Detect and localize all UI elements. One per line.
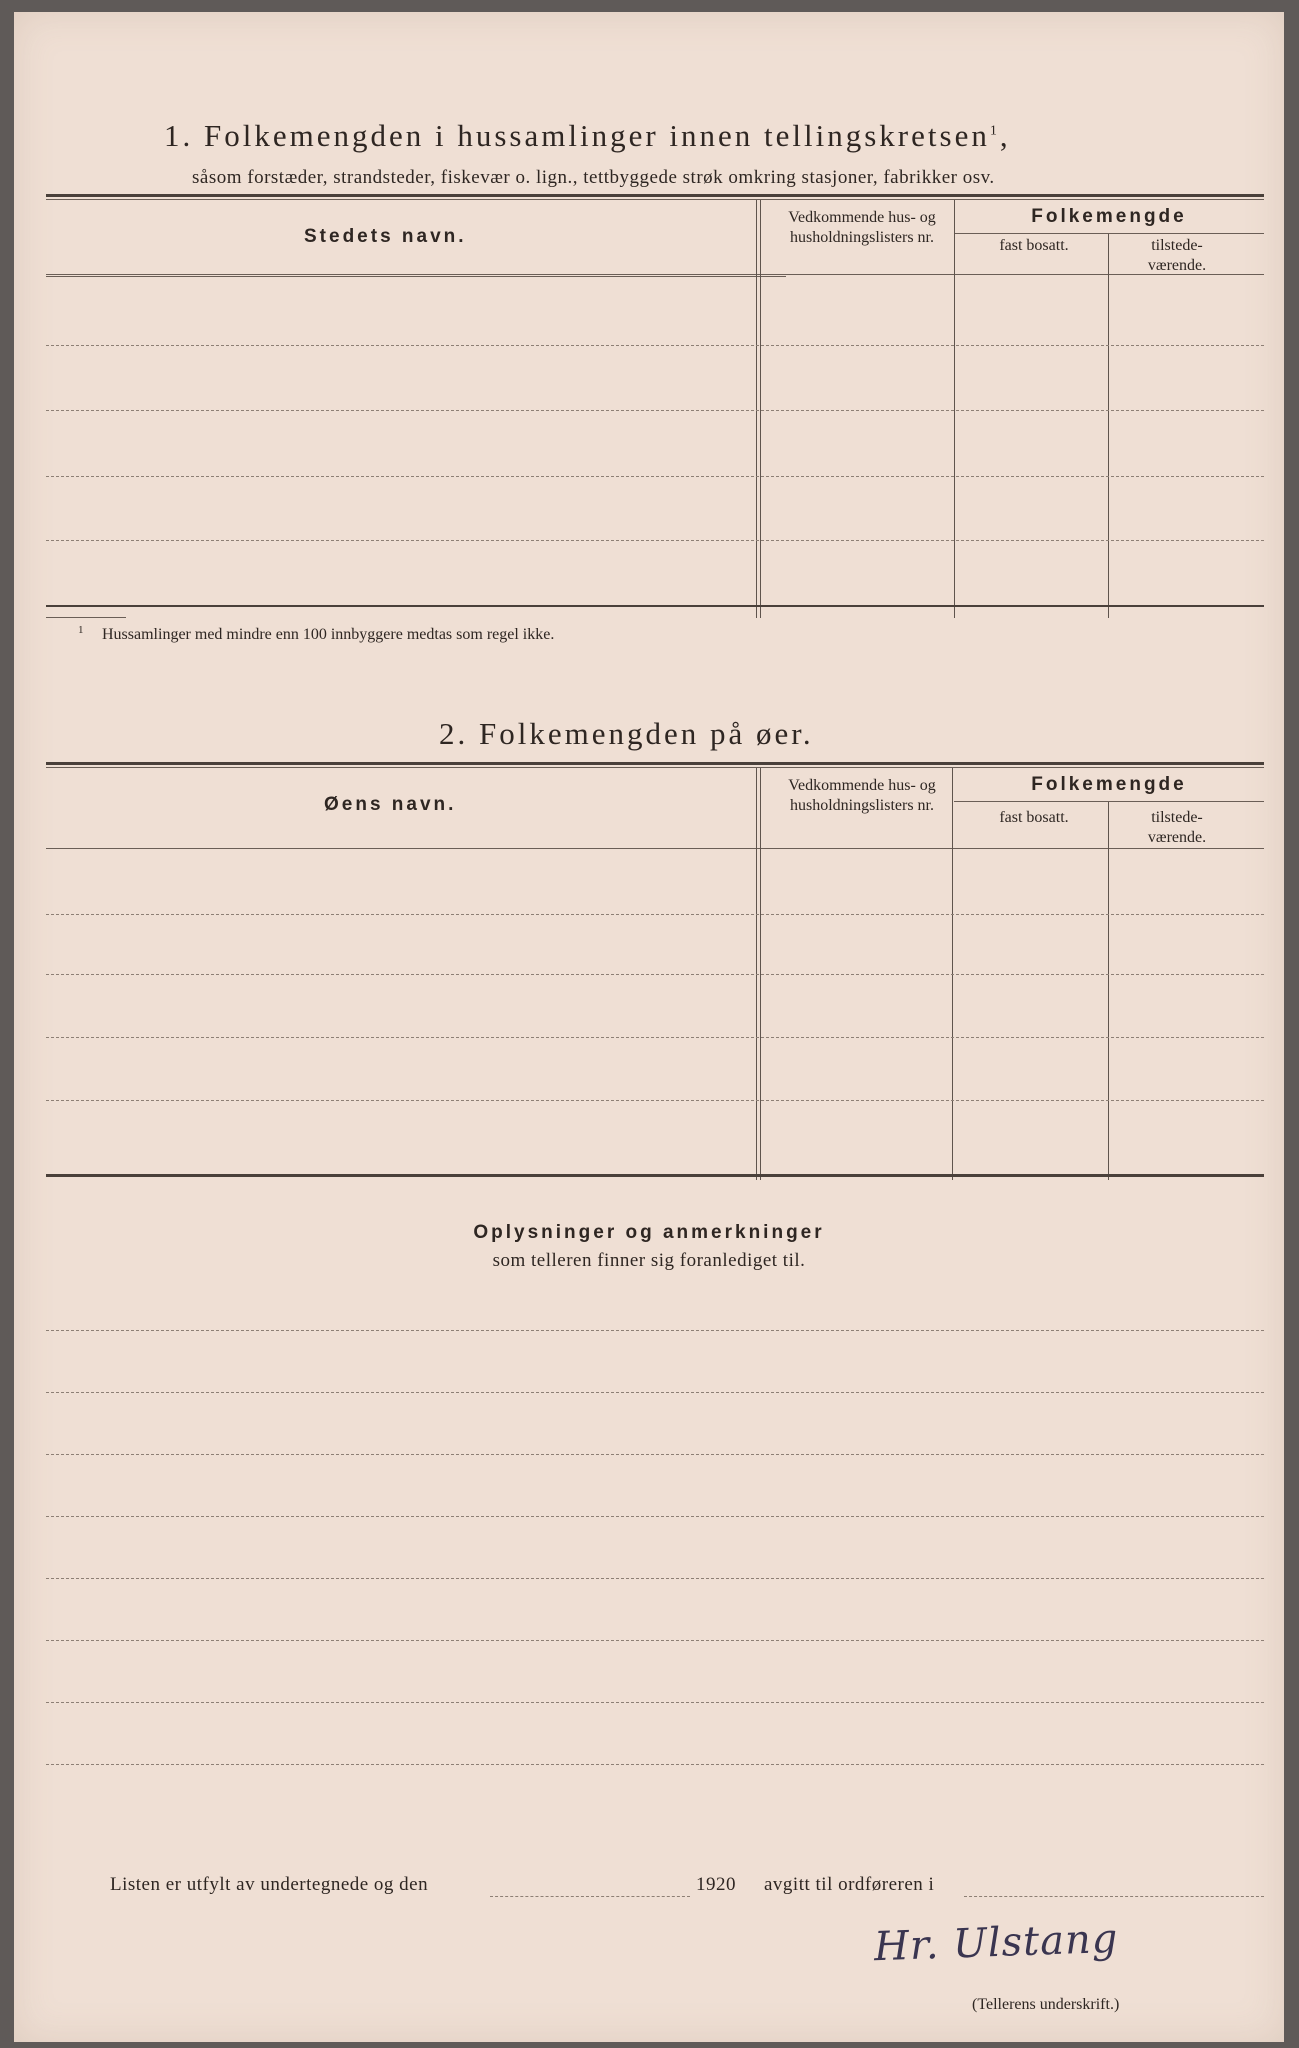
table1-header-rule: [46, 274, 1264, 275]
table1-col-name-header: Stedets navn.: [304, 226, 467, 247]
table2-bottom-rule: [46, 1174, 1264, 1177]
delivered-to-mayor: avgitt til ordføreren i: [764, 1874, 935, 1895]
signature-caption: (Tellerens underskrift.): [972, 1996, 1120, 2013]
table1-col-group-header: Folkemengde: [1031, 206, 1187, 227]
table1-bottom-rule: [46, 605, 1264, 607]
table2-top-rule-inner: [46, 767, 1264, 768]
table1-divider-2: [954, 200, 955, 618]
table1-row-line: [46, 410, 1264, 411]
table1-header-rule-2: [46, 276, 786, 277]
table1-group-rule: [954, 233, 1264, 234]
notes-line: [46, 1578, 1264, 1579]
table2-top-rule: [46, 762, 1264, 765]
table1-row-line: [46, 345, 1264, 346]
table1-row-line: [46, 540, 1264, 541]
notes-line: [46, 1702, 1264, 1703]
municipality-blank: [964, 1896, 1264, 1897]
footnote-ref: 1: [989, 123, 1000, 139]
census-form-page: [14, 12, 1284, 2042]
section3-title: Oplysninger og anmerkninger: [473, 1222, 825, 1243]
table2-col-group-header: Folkemengde: [1031, 774, 1187, 795]
table1-col-tilstede-header: tilstede- værende.: [1147, 237, 1207, 274]
section3-subtitle: som telleren finner sig foranlediget til.: [492, 1250, 806, 1271]
date-blank: [490, 1896, 690, 1897]
table2-row-line: [46, 1100, 1264, 1101]
section2-title: 2. Folkemengden på øer.: [439, 716, 814, 751]
completion-statement: Listen er utfylt av undertegnede og den: [110, 1874, 429, 1895]
table2-col-lists-header: Vedkommende hus- og husholdningslisters nr.: [788, 777, 936, 814]
table2-col-name-header: Øens navn.: [324, 794, 457, 815]
section1-title: 1. Folkemengden i hussamlinger innen tellingskretsen$^1$,: [164, 118, 1011, 153]
footnote-text: Hussamlinger med mindre enn 100 innbyggere medtas som regel ikke.: [102, 626, 555, 643]
table1-col-fast-header: fast bosatt.: [999, 237, 1069, 254]
table1-col-lists-header: Vedkommende hus- og husholdningslisters nr.: [788, 209, 936, 246]
table2-row-line: [46, 914, 1264, 915]
table2-row-line: [46, 974, 1264, 975]
table1-top-rule: [46, 194, 1264, 197]
notes-line: [46, 1764, 1264, 1765]
footnote-rule: [46, 617, 126, 618]
section1-subtitle: såsom forstæder, strandsteder, fiskevær o. lign., tettbyggede strøk omkring stasjoner, fabrikker osv.: [192, 167, 995, 188]
notes-line: [46, 1454, 1264, 1455]
enumerator-signature: Hr. Ulstang: [873, 1915, 1120, 1971]
notes-line: [46, 1330, 1264, 1331]
table2-col-tilstede-header: tilstede- værende.: [1147, 809, 1207, 846]
notes-line: [46, 1392, 1264, 1393]
table2-divider-3: [1108, 802, 1109, 1180]
table2-group-rule: [954, 801, 1264, 802]
table1-row-line: [46, 476, 1264, 477]
table1-divider-1b: [760, 200, 761, 618]
footnote-mark: 1: [78, 624, 84, 636]
table1-divider-3: [1108, 234, 1109, 618]
notes-line: [46, 1640, 1264, 1641]
table2-row-line: [46, 1037, 1264, 1038]
table2-col-fast-header: fast bosatt.: [999, 809, 1069, 826]
notes-line: [46, 1516, 1264, 1517]
table2-header-rule: [46, 848, 1264, 849]
table1-top-rule-inner: [46, 199, 1264, 200]
year: 1920: [696, 1874, 736, 1895]
table1-divider-1: [756, 200, 757, 618]
